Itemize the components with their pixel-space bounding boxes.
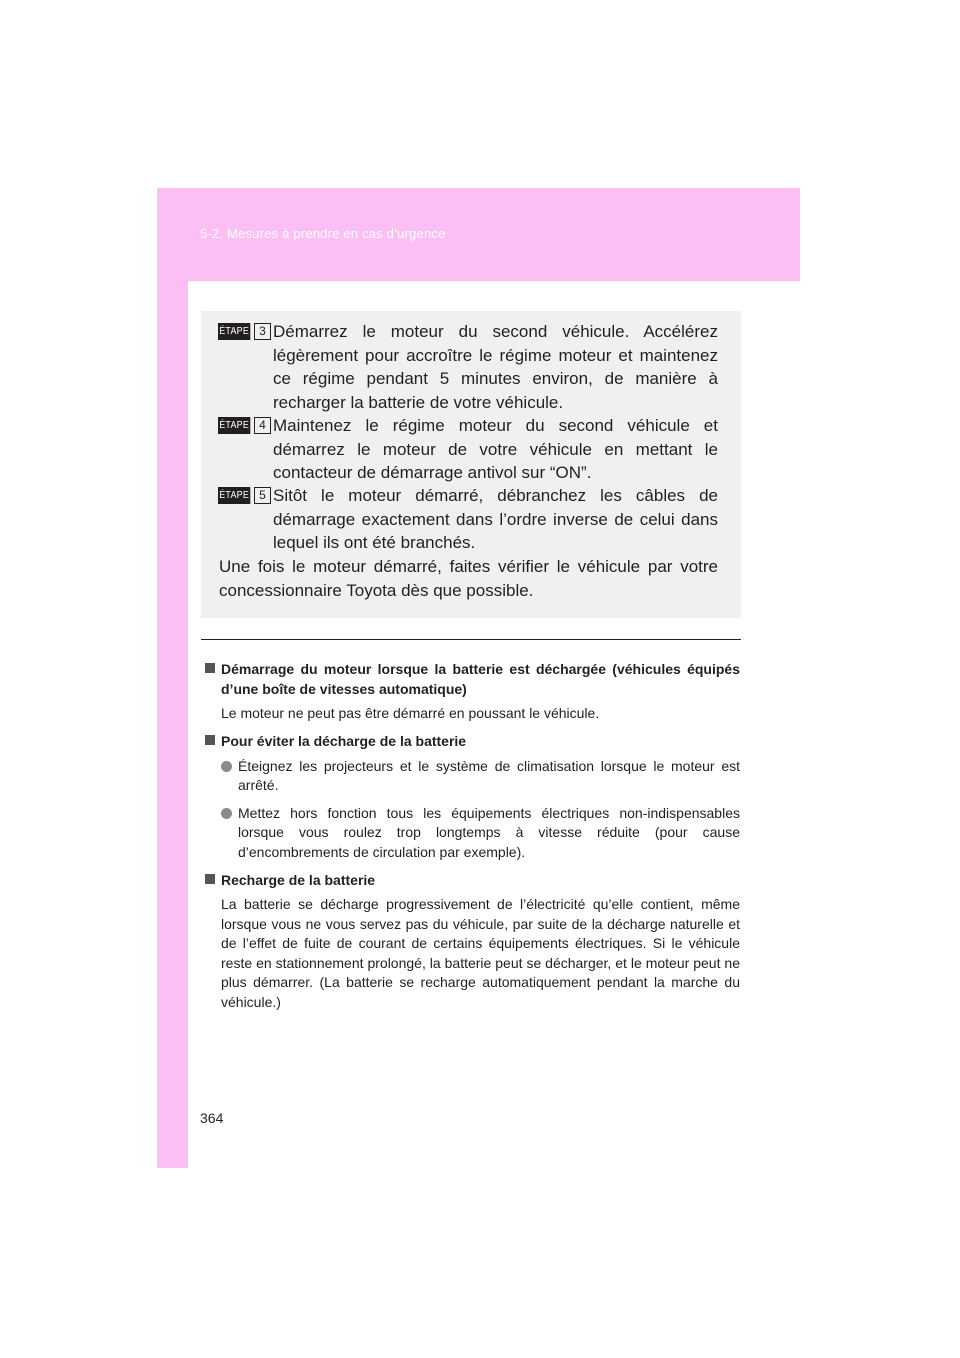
step-text: Démarrez le moteur du second véhicule. Accélérez légèrement pour accroître le régime moteur et maintenez ce régime pendant 5 minutes environ, de manière à recharger la batterie de votre véhicule. bbox=[273, 322, 718, 412]
step-number: 4 bbox=[254, 417, 271, 434]
side-tab-bar bbox=[157, 188, 188, 1168]
note-heading bbox=[205, 731, 740, 751]
step-note: Une fois le moteur démarré, faites vérifier le véhicule par votre concessionnaire Toyota dès que possible. bbox=[219, 557, 718, 600]
note-body: La batterie se décharge progressivement de l’électricité qu’elle contient, même lorsque vous ne vous servez pas du véhicule, par suite de la décharge naturelle et de l’effet de fuite de courant de certains équipements électriques. Si le véhicule reste en stationnement prolongé, la batterie peut se décharger, et le moteur peut ne plus démarrer. (La batterie se recharge automatiquement pendant la marche du véhicule.) bbox=[221, 896, 740, 1010]
step-badge bbox=[218, 417, 269, 434]
note-heading-text: Pour éviter la décharge de la batterie bbox=[221, 732, 467, 749]
bullet-item bbox=[205, 804, 740, 863]
note-heading bbox=[205, 659, 740, 699]
step-badge bbox=[218, 487, 269, 504]
note-body: Le moteur ne peut pas être démarré en poussant le véhicule. bbox=[221, 705, 600, 721]
step-number: 5 bbox=[254, 487, 271, 504]
section-title: 5-2. Mesures à prendre en cas d’urgence bbox=[200, 226, 446, 241]
step-badge bbox=[218, 323, 269, 340]
divider bbox=[201, 639, 741, 640]
note-heading bbox=[205, 870, 740, 890]
note-heading-text: Démarrage du moteur lorsque la batterie est déchargée (véhicules équipés d’une boîte de vitesses automatique) bbox=[221, 661, 740, 697]
circle-bullet-icon bbox=[221, 761, 232, 772]
square-bullet-icon bbox=[205, 874, 215, 884]
step-text: Sitôt le moteur démarré, débranchez les câbles de démarrage exactement dans l’ordre inverse de celui dans lequel ils ont été branchés. bbox=[273, 486, 718, 552]
step-text: Maintenez le régime moteur du second véhicule et démarrez le moteur de votre véhicule en mettant le contacteur de démarrage antivol sur “ON”. bbox=[273, 416, 718, 482]
square-bullet-icon bbox=[205, 735, 215, 745]
bullet-text: Éteignez les projecteurs et le système de climatisation lorsque le moteur est arrêté. bbox=[238, 757, 740, 793]
square-bullet-icon bbox=[205, 663, 215, 673]
bullet-text: Mettez hors fonction tous les équipements électriques non-indispensables lorsque vous roulez trop longtemps à vitesse réduite (pour cause d’encombrements de circulation par exemple). bbox=[238, 804, 740, 860]
circle-bullet-icon bbox=[221, 808, 232, 819]
page-number: 364 bbox=[200, 1110, 224, 1126]
step-label: ÉTAPE bbox=[218, 487, 250, 504]
step-4 bbox=[218, 414, 718, 485]
step-label: ÉTAPE bbox=[218, 417, 250, 434]
step-label: ÉTAPE bbox=[218, 323, 250, 340]
step-5 bbox=[218, 484, 718, 555]
notes-section bbox=[205, 659, 740, 1012]
step-3 bbox=[218, 320, 718, 414]
step-number: 3 bbox=[254, 323, 271, 340]
note-heading-text: Recharge de la batterie bbox=[221, 872, 376, 888]
bullet-item bbox=[205, 757, 740, 796]
